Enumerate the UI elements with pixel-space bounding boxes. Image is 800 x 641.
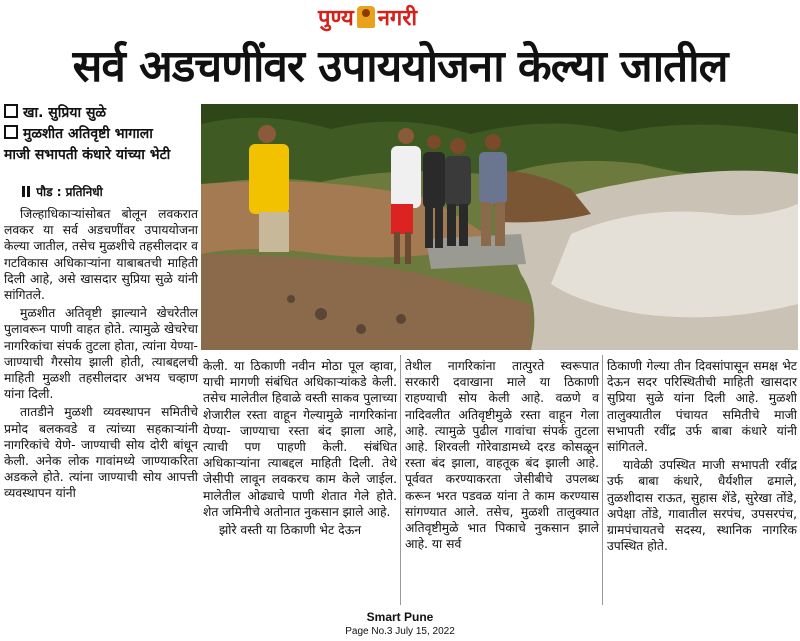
paragraph: तेथील नागरिकांना तात्पुरते स्वरूपात सरकारी दवाखाना माले या ठिकाणी राहण्याची सोय केली आहे. वळणे व नादिवलीत अतिवृष्टीमुळे रस्ता वाहून गेला आहे. त्यामुळे पुढील गावांचा संपर्क तुटला आहे. शिरवली गोरेवाडामध्ये दरड कोसळून रस्ता बंद झाला, वाहतूक बंद झाली आहे. पूर्ववत करण्याकरता जेसीबीचे उपलब्ध करून भरत पडवळ यांना ते काम करण्यास सांगण्यात आले. तसेच, मुळशी तालुक्यात अतिवृष्टीमुळे भात पिकाचे नुकसान झाले आहे. या सर्व	[405, 359, 599, 552]
news-photo	[201, 104, 798, 350]
footer-edition: Smart Pune	[366, 610, 434, 624]
checkbox-bullet-icon	[4, 104, 18, 118]
footer-page-info: Page No.3 July 15, 2022	[345, 626, 455, 637]
article-column-1	[4, 206, 198, 504]
paragraph: मुळशीत अतिवृष्टी झाल्याने खेचरेतील पुलावरून पाणी वाहत होते. त्यामुळे खेचरेचा नागरिकांचा संपर्क तुटला होता, त्यांना येण्या- जाण्याची गैरसोय झाली होती, त्याबद्दलची माहिती मुळशी तहसीलदार अभय चव्हाण यांना दिली.	[4, 306, 198, 402]
flood-scene-image	[201, 104, 798, 350]
article-column-3	[405, 358, 599, 554]
sub-headline-1: खा. सुप्रिया सुळे	[4, 104, 200, 123]
paragraph: तातडीने मुळशी व्यवस्थापन समितीचे प्रमोद बलकवडे व त्यांच्या सहकाऱ्यांनी नागरिकांचे येणे- जाण्याची सोय दोरी बांधून केली. अनेक लोक गावांमध्ये जाण्याकरिता अडकले होते. त्यांना जाण्याची सोय आपत्ती व्यवस्थापन यांनी	[4, 405, 198, 501]
newspaper-logo	[318, 2, 417, 32]
headline: सर्व अडचणींवर उपाययोजना केल्या जातील	[72, 41, 728, 92]
masthead	[0, 0, 800, 36]
paragraph: झोरे वस्ती या ठिकाणी भेट देऊन	[219, 523, 362, 538]
paragraph: यावेळी उपस्थित माजी सभापती रवींद्र उर्फ बाबा कंधारे, धैर्यशील ढमाले, तुळशीदास राऊत, सुहास शेंडे, सुरेखा तोंडे, अपेक्षा तोंडे, गावातील सरपंच, उपसरपंच, ग्रामपंचायतचे सदस्य, स्थानिक नागरिक उपस्थित होते.	[607, 458, 797, 554]
sub-headline-2: मुळशीत अतिवृष्टी भागाला	[4, 125, 200, 144]
column-divider	[400, 355, 401, 605]
column-divider	[602, 355, 603, 605]
paragraph: ठिकाणी गेल्या तीन दिवसांपासून समक्ष भेट देऊन सदर परिस्थितीची माहिती खासदार सुप्रिया सुळे यांना दिली आहे. मुळशी तालुक्यातील पंचायत समितीचे माजी सभापती रवींद्र उर्फ बाबा कंधारे यांनी सांगितले.	[607, 359, 797, 455]
article-column-2	[203, 358, 397, 540]
dateline: पौड : प्रतिनिधी	[22, 183, 103, 200]
paragraph: केली. या ठिकाणी नवीन मोठा पूल व्हावा, याची मागणी संबंधित अधिकाऱ्यांकडे केली. तसेच मालेतील हिवाळे वस्ती साकव पुलाच्या शेजारील रस्ता वाहून गेल्यामुळे नागरिकांना येण्या- जाण्याचा रस्ता बंद झाला आहे, त्याची पण पाहणी केली. संबंधित अधिकाऱ्यांना त्याबद्दल माहिती दिली. तेथे जेसीपी लावून लवकरच काम केले जाईल. मालेतील ओढ्याचे पाणी शेतात गेले होते. शेत जमिनीचे अतोनात नुकसान झाले आहे.	[203, 359, 397, 519]
brand-left: पुण्य	[318, 6, 354, 31]
article-column-4	[607, 358, 797, 556]
brand-right: नगरी	[377, 6, 418, 31]
sub-headlines	[4, 104, 200, 165]
paragraph: जिल्हाधिकाऱ्यांसोबत बोलून लवकरात लवकर या सर्व अडचणींवर उपाययोजना केल्या जातील, तसेच मुळशीचे तहसीलदार व गटविकास अधिकाऱ्यांना याबाबतची माहिती दिली आहे, असे खासदार सुप्रिया सुळे यांनी सांगितले.	[4, 207, 198, 303]
emblem-icon	[357, 6, 375, 28]
sub-headline-2-continuation: माजी सभापती कंधारे यांच्या भेटी	[4, 147, 171, 163]
checkbox-bullet-icon	[4, 125, 18, 139]
